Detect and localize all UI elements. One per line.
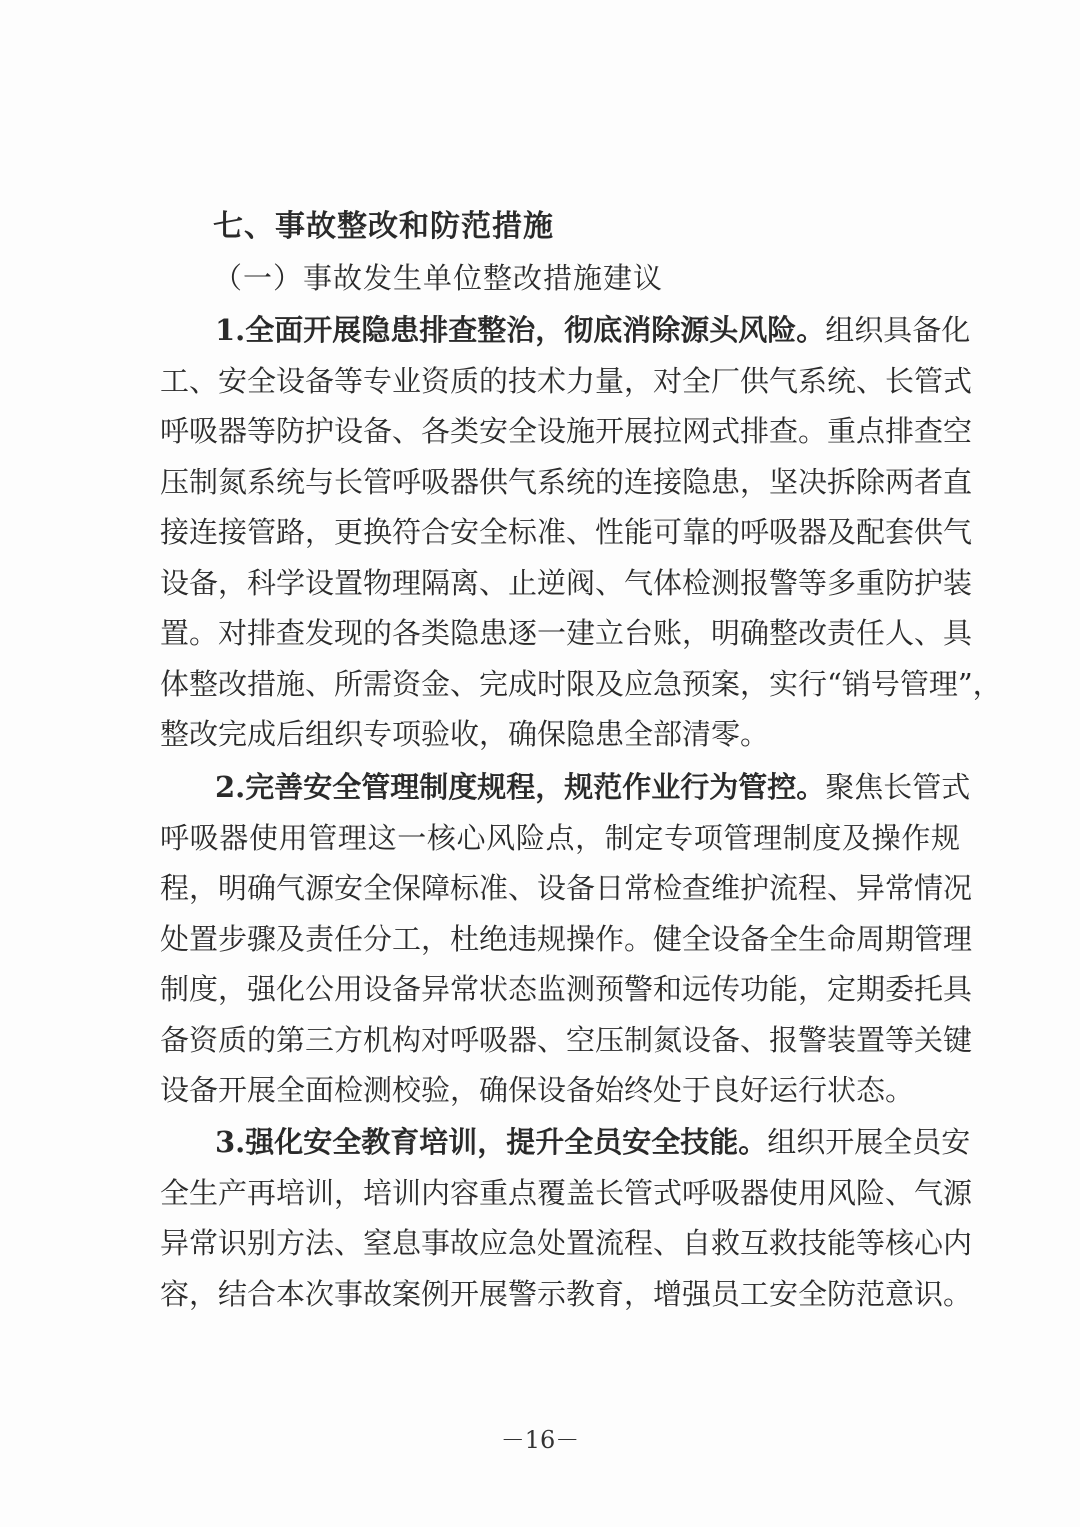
- paragraph-lead: 1.全面开展隐患排查整治，彻底消除源头风险。: [215, 313, 826, 347]
- section-heading: 七、事故整改和防范措施: [213, 209, 554, 244]
- paragraph-1: [160, 305, 1002, 760]
- paragraph-line: 工、安全设备等专业资质的技术力量，对全厂供气系统、长管式: [160, 363, 973, 398]
- paragraph-lead: 2.完善安全管理制度规程，规范作业行为管控。: [215, 770, 826, 804]
- paragraph-line: 设备开展全面检测校验，确保设备始终处于良好运行状态。: [160, 1073, 915, 1107]
- paragraph-line: 置。对排查发现的各类隐患逐一建立台账，明确整改责任人、具: [160, 616, 973, 650]
- paragraph-line: 处置步骤及责任分工，杜绝违规操作。健全设备全生命周期管理: [160, 921, 973, 956]
- paragraph-line: 整改完成后组织专项验收，确保隐患全部清零。: [160, 717, 770, 751]
- paragraph-3: [160, 1117, 973, 1319]
- paragraph-2: [160, 762, 973, 1116]
- paragraph-line: 呼吸器等防护设备、各类安全设施开展拉网式排查。重点排查空: [160, 414, 973, 448]
- paragraph-line: 备资质的第三方机构对呼吸器、空压制氮设备、报警装置等关键: [160, 1022, 973, 1057]
- paragraph-line: 异常识别方法、窒息事故应急处置流程、自救互救技能等核心内: [160, 1226, 973, 1260]
- paragraph-line: 制度，强化公用设备异常状态监测预警和远传功能，定期委托具: [160, 972, 973, 1006]
- paragraph-line: 容，结合本次事故案例开展警示教育，增强员工安全防范意识。: [160, 1276, 973, 1311]
- paragraph-line: 3.强化安全教育培训，提升全员安全技能。组织开展全员安: [215, 1125, 971, 1159]
- paragraph-line: 压制氮系统与长管呼吸器供气系统的连接隐患，坚决拆除两者直: [160, 464, 973, 499]
- paragraph-line: 接连接管路，更换符合安全标准、性能可靠的呼吸器及配套供气: [160, 515, 973, 549]
- paragraph-line: 2.完善安全管理制度规程，规范作业行为管控。聚焦长管式: [215, 770, 971, 804]
- subsection-heading: （一）事故发生单位整改措施建议: [213, 261, 664, 295]
- paragraph-lead: 3.强化安全教育培训，提升全员安全技能。: [215, 1125, 768, 1159]
- paragraph-line: 全生产再培训，培训内容重点覆盖长管式呼吸器使用风险、气源: [160, 1175, 973, 1210]
- page-number: －16－: [500, 1426, 580, 1454]
- paragraph-line: 设备，科学设置物理隔离、止逆阀、气体检测报警等多重防护装: [160, 565, 973, 600]
- paragraph-line: 呼吸器使用管理这一核心风险点，制定专项管理制度及操作规: [160, 820, 960, 855]
- paragraph-line: 程，明确气源安全保障标准、设备日常检查维护流程、异常情况: [160, 871, 973, 905]
- paragraph-line: 体整改措施、所需资金、完成时限及应急预案，实行“销号管理”，: [160, 666, 1002, 701]
- paragraph-line: 1.全面开展隐患排查整治，彻底消除源头风险。组织具备化: [215, 313, 971, 347]
